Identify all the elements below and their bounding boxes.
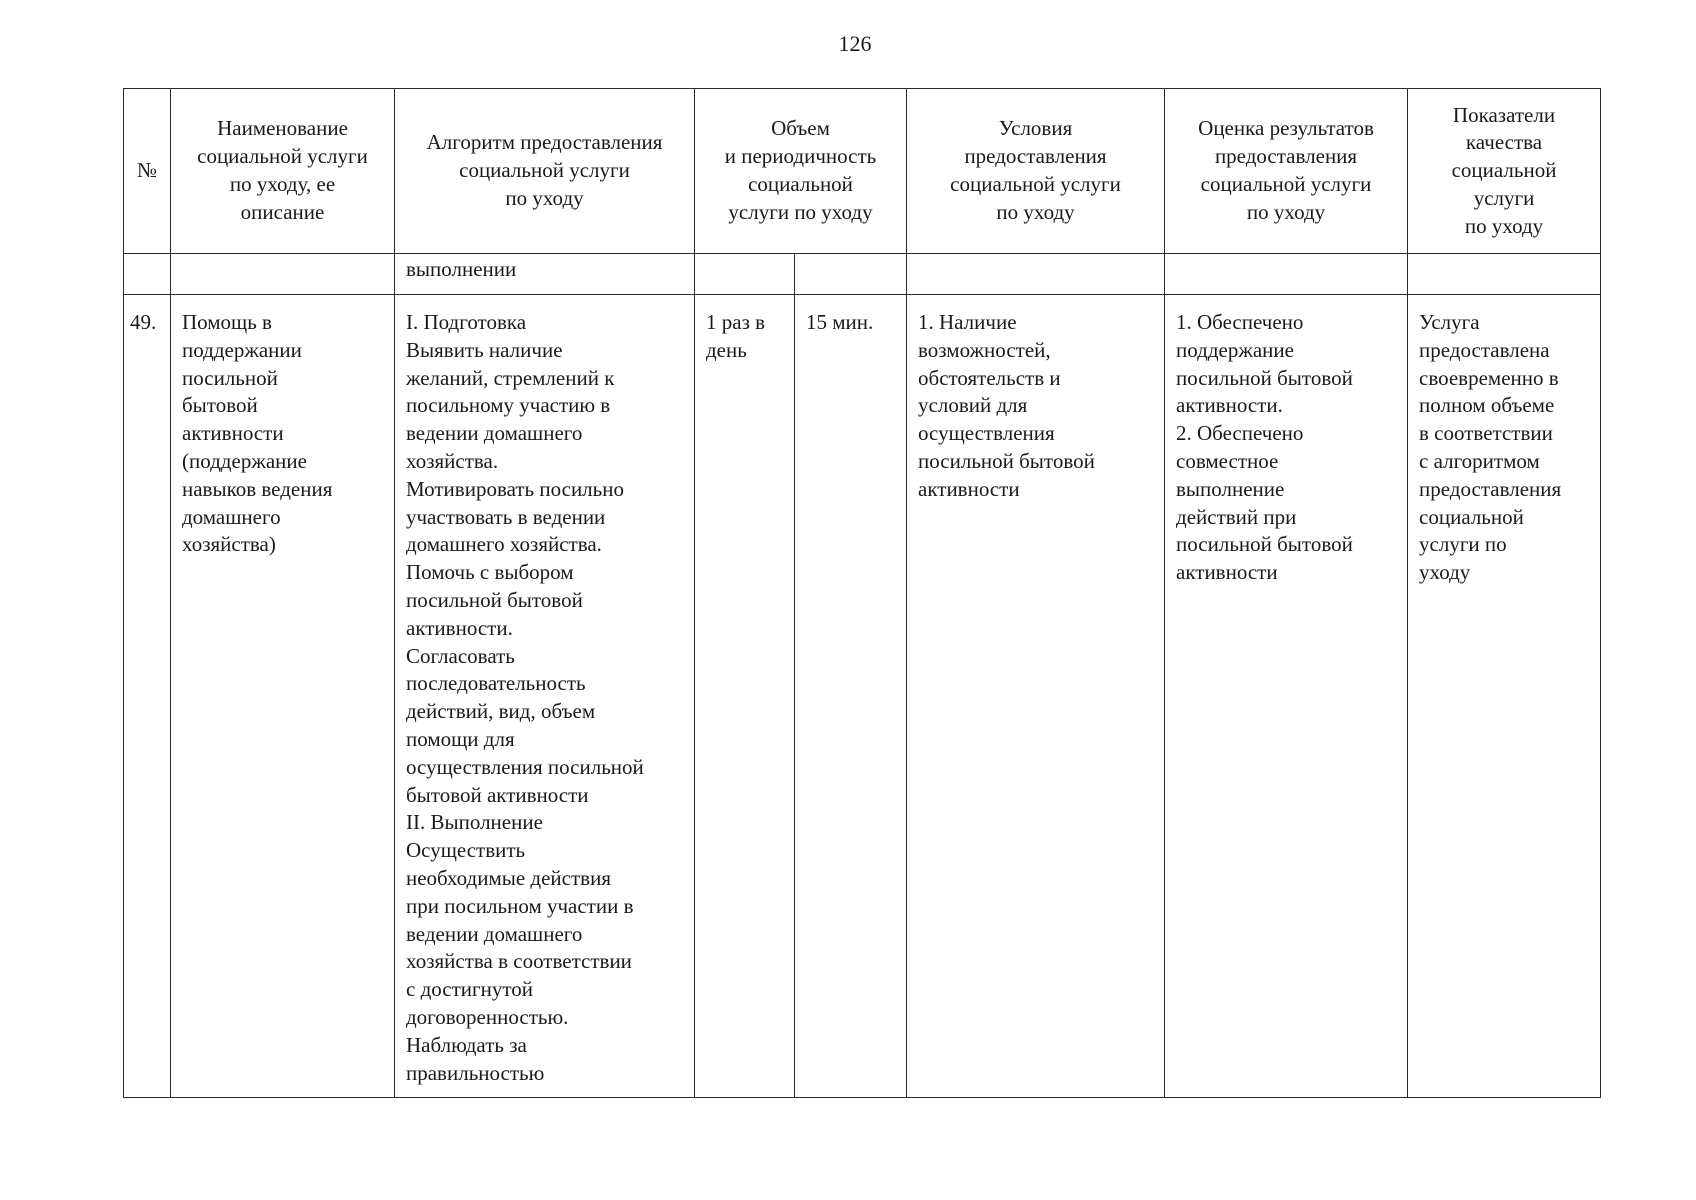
cont-quality-cell xyxy=(1408,254,1601,295)
periodicity-cell: 1 раз в день xyxy=(695,295,795,1098)
table-row xyxy=(124,295,1601,1098)
cont-periodicity-cell xyxy=(695,254,795,295)
algorithm-cell: I. Подготовка Выявить наличие желаний, стремлений к посильному участию в ведении домашнего хозяйства. Мотивировать посильно участвовать в ведении домашнего хозяйства. Помочь с выбором посильной бытовой активности. Согласовать последовательность действий, вид, объем помощи для осуществления посильной бытовой активности II. Выполнение Осуществить необходимые действия при посильном участии в ведении домашнего хозяйства в соответствии с достигнутой договоренностью. Наблюдать за правильностью xyxy=(395,295,695,1098)
header-quality: Показатели качества социальной услуги по уходу xyxy=(1408,89,1601,254)
header-name: Наименование социальной услуги по уходу, ее описание xyxy=(171,89,395,254)
duration-cell: 15 мин. xyxy=(795,295,907,1098)
header-volume: Объем и периодичность социальной услуги по уходу xyxy=(695,89,907,254)
quality-cell: Услуга предоставлена своевременно в полном объеме в соответствии с алгоритмом предоставления социальной услуги по уходу xyxy=(1408,295,1601,1098)
conditions-cell: 1. Наличие возможностей, обстоятельств и условий для осуществления посильной бытовой активности xyxy=(907,295,1165,1098)
page-number: 126 xyxy=(838,31,872,56)
header-num: № xyxy=(124,89,171,254)
cont-duration-cell xyxy=(795,254,907,295)
row-number: 49. xyxy=(124,295,171,1098)
service-name-cell: Помощь в поддержании посильной бытовой активности (поддержание навыков ведения домашнего хозяйства) xyxy=(171,295,395,1098)
continuation-row xyxy=(124,254,1601,295)
cont-evaluation-cell xyxy=(1165,254,1408,295)
cont-name-cell xyxy=(171,254,395,295)
services-table xyxy=(123,88,1601,1098)
cont-conditions-cell xyxy=(907,254,1165,295)
evaluation-cell: 1. Обеспечено поддержание посильной бытовой активности. 2. Обеспечено совместное выполнение действий при посильной бытовой активности xyxy=(1165,295,1408,1098)
cont-algorithm-cell: выполнении xyxy=(395,254,695,295)
cont-num-cell xyxy=(124,254,171,295)
header-row xyxy=(124,89,1601,254)
header-algorithm: Алгоритм предоставления социальной услуги по уходу xyxy=(395,89,695,254)
header-evaluation: Оценка результатов предоставления социальной услуги по уходу xyxy=(1165,89,1408,254)
header-conditions: Условия предоставления социальной услуги по уходу xyxy=(907,89,1165,254)
